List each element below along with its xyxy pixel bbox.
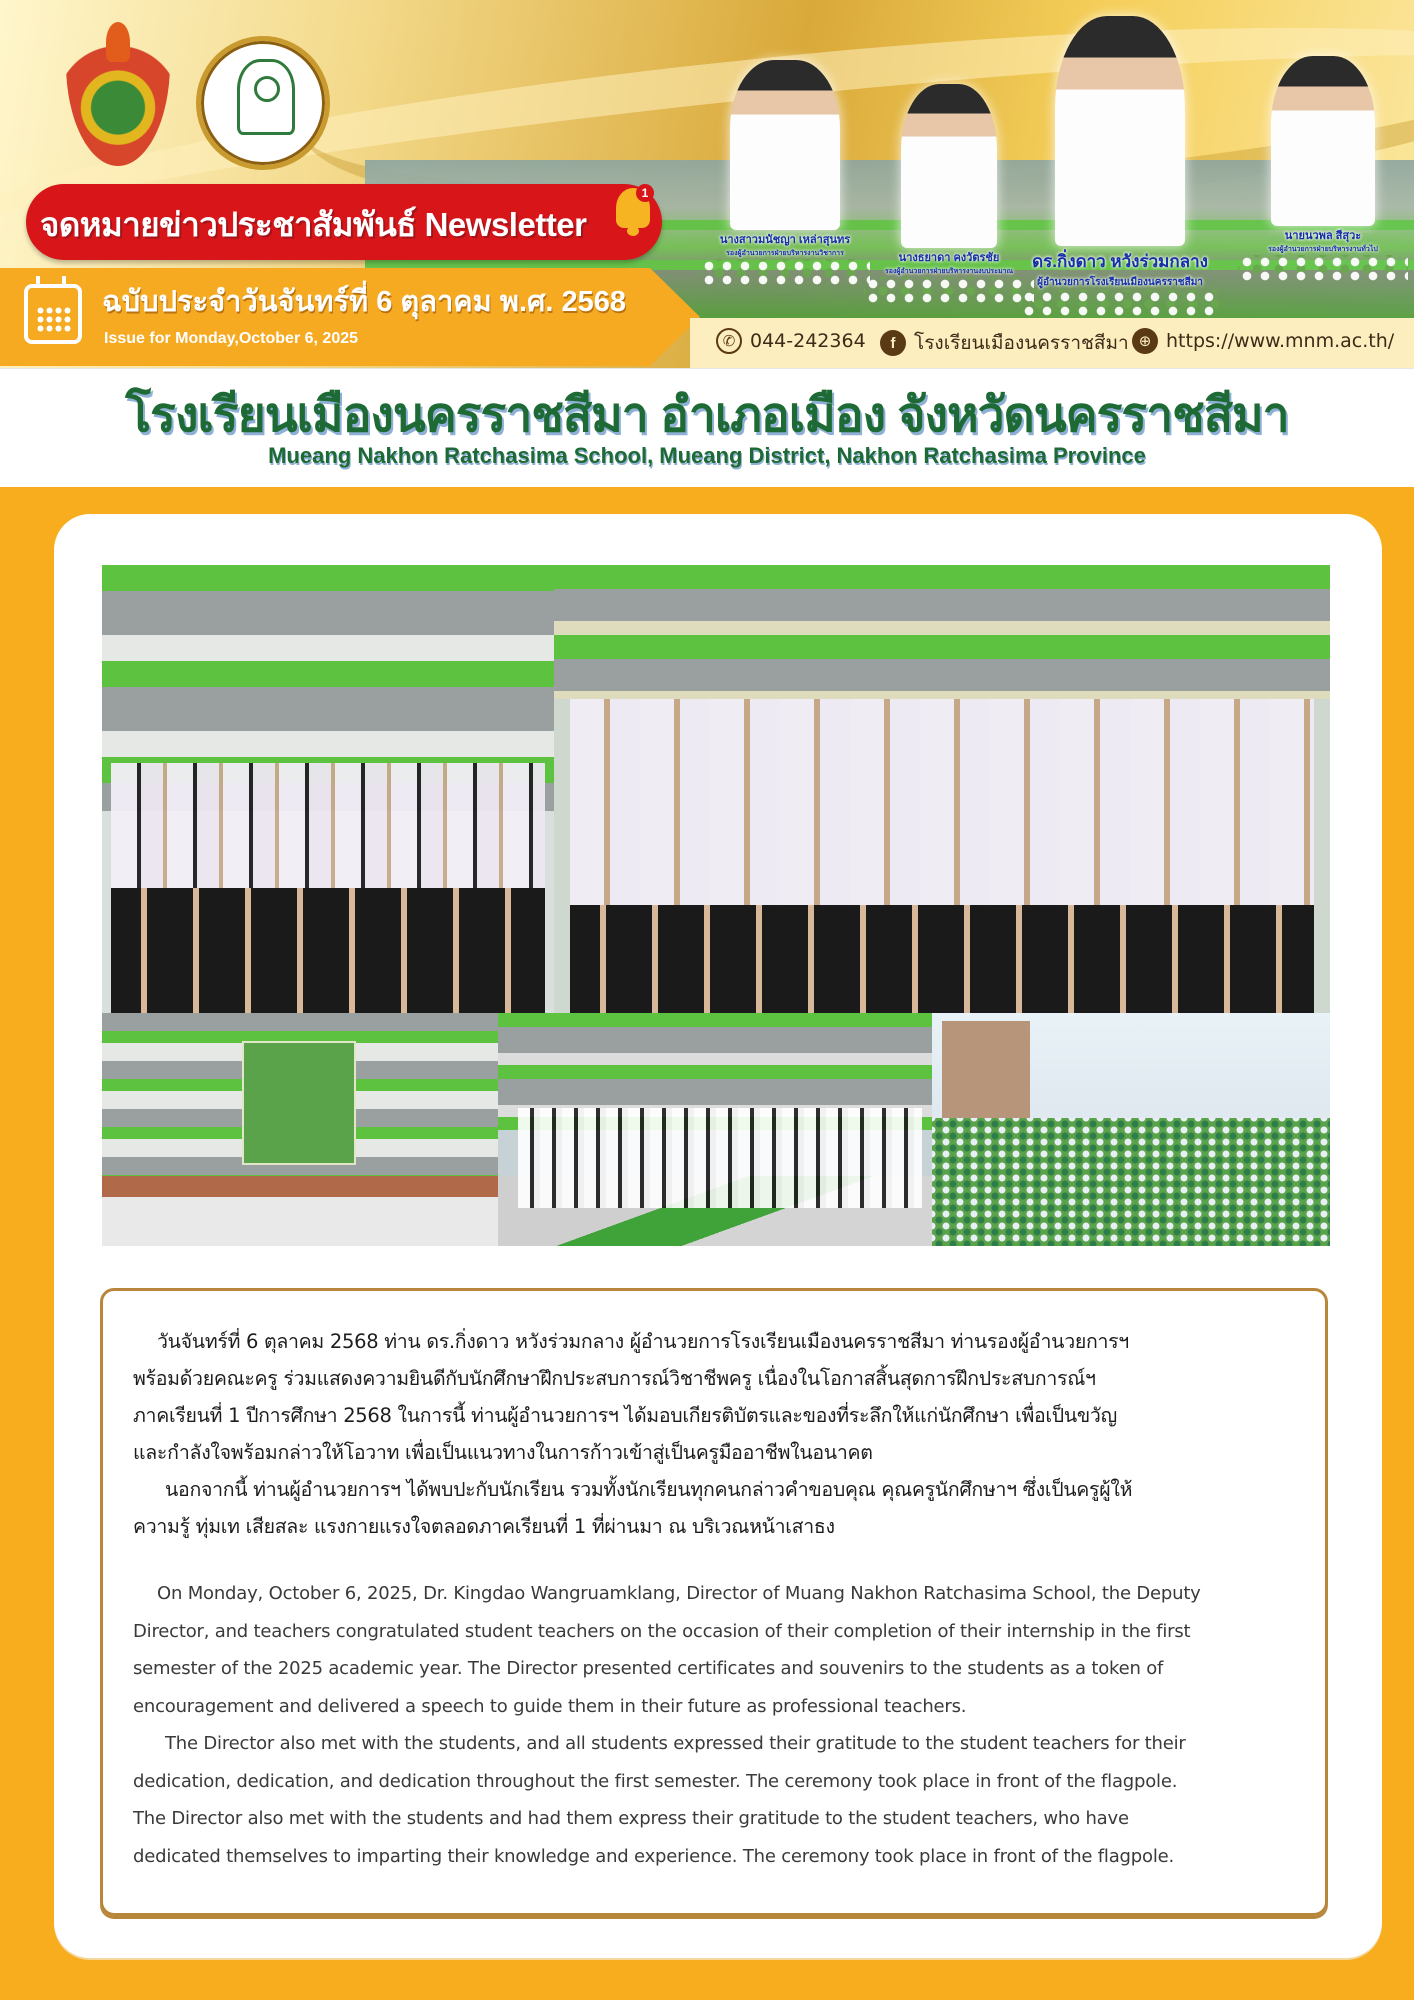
article-thai [133,1323,1301,1545]
article-line: และกำลังใจพร้อมกล่าวให้โอวาท เพื่อเป็นแนวทางในการก้าวเข้าสู่เป็นครูมืออาชีพในอนาคต [133,1441,873,1464]
photo-flagpole-stage[interactable] [102,1013,498,1246]
photo-director-speaking[interactable] [102,565,554,1013]
staff-name: นายนวพล สีสุวะ [1284,230,1362,242]
staff-role: รองผู้อำนวยการฝ่ายบริหารงานวิชาการ [726,250,844,257]
director-role: ผู้อำนวยการโรงเรียนเมืองนครราชสีมา [1037,277,1203,288]
article-line: พร้อมด้วยคณะครู ร่วมแสดงความยินดีกับนักศึกษาฝึกประสบการณ์วิชาชีพครู เนื่องในโอกาสสิ้นสุดการฝึกประสบการณ์ฯ [133,1367,1096,1390]
school-name-band [0,368,1414,487]
article-line: dedication, dedication, and dedication throughout the first semester. The ceremony took place in front of the flagpole. [133,1770,1178,1792]
newsletter-title: จดหมายข่าวประชาสัมพันธ์ Newsletter [40,206,587,243]
article-line: The Director also met with the students, and all students expressed their gratitude to the student teachers for their [165,1733,1186,1754]
portrait-figure [901,84,997,248]
facebook-icon: f [880,330,906,356]
school-name-thai: โรงเรียนเมืองนครราชสีมา อำเภอเมือง จังหวัดนครราชสีมา [125,389,1289,442]
obec-emblem-logo [66,20,170,166]
phone-icon: ✆ [716,328,742,354]
staff-name: นางสาวมนัชญา เหล่าสุนทร [719,234,851,246]
article-line: encouragement and delivered a speech to guide them in their future as professional teachers. [133,1695,967,1717]
staff-portrait [1238,56,1408,281]
article-english [133,1575,1301,1875]
article-line: นอกจากนี้ ท่านผู้อำนวยการฯ ได้พบปะกับนักเรียน รวมทั้งนักเรียนทุกคนกล่าวคำขอบคุณ คุณครูนักศึกษาฯ ซึ่งเป็นครูผู้ให้ [165,1478,1133,1501]
photo-students-seated[interactable] [932,1013,1330,1246]
photo-group-certificates[interactable] [554,565,1330,1013]
staff-role: รองผู้อำนวยการฝ่ายบริหารงานงบประมาณ [884,268,1013,275]
portrait-figure [1055,16,1185,246]
school-name-english: Mueang Nakhon Ratchasima School, Mueang District, Nakhon Ratchasima Province [268,443,1146,468]
photo-teachers-lined-up[interactable] [498,1013,932,1246]
notification-badge: 1 [636,184,654,202]
flower-decoration [1020,290,1220,316]
article-line: On Monday, October 6, 2025, Dr. Kingdao Wangruamklang, Director of Muang Nakhon Ratchasima School, the Deputy [157,1583,1201,1604]
school-emblem-logo [196,36,330,170]
portrait-figure [730,60,840,230]
flower-decoration [864,277,1034,303]
flower-decoration [700,259,870,285]
contact-website[interactable] [1132,328,1394,354]
phone-number: 044-242364 [750,330,866,352]
bell-icon [606,178,660,242]
contact-facebook[interactable] [880,328,1129,358]
staff-portrait [700,60,870,285]
globe-icon: ⊕ [1132,328,1158,354]
facebook-page-name: โรงเรียนเมืองนครราชสีมา [914,332,1129,354]
newsletter-header [0,0,1414,368]
article-line: ความรู้ ทุ่มเท เสียสละ แรงกายแรงใจตลอดภาคเรียนที่ 1 ที่ผ่านมา ณ บริเวณหน้าเสาธง [133,1515,835,1538]
calendar-icon [24,284,82,344]
article-line: Director, and teachers congratulated student teachers on the occasion of their completion of their internship in the first [133,1620,1191,1642]
staff-portrait [864,84,1034,303]
contact-phone[interactable] [716,328,866,354]
issue-date-thai: ฉบับประจำวันจันทร์ที่ 6 ตุลาคม พ.ศ. 2568 [102,286,627,318]
article-line: The Director also met with the students and had them express their gratitude to the student teachers, who have [133,1808,1129,1829]
article-line: วันจันทร์ที่ 6 ตุลาคม 2568 ท่าน ดร.กิ่งดาว หวังร่วมกลาง ผู้อำนวยการโรงเรียนเมืองนครราชสีมา ท่านรองผู้อำนวยการฯ [157,1330,1129,1353]
director-name: ดร.กิ่งดาว หวังร่วมกลาง [1032,252,1208,271]
flower-decoration [1238,255,1408,281]
article-line: dedicated themselves to imparting their knowledge and experience. The ceremony took place in front of the flagpole. [133,1845,1175,1867]
photo-collage [102,565,1330,1246]
article-line: semester of the 2025 academic year. The Director presented certificates and souvenirs to the students as a token of [133,1658,1164,1679]
staff-portrait-director [1020,16,1220,316]
article-line: ภาคเรียนที่ 1 ปีการศึกษา 2568 ในการนี้ ท่านผู้อำนวยการฯ ได้มอบเกียรติบัตรและของที่ระลึกให้แก่นักศึกษา เพื่อเป็นขวัญ [133,1404,1117,1427]
dharma-wheel-icon [237,59,295,135]
article-text-box [100,1288,1328,1916]
website-url: https://www.mnm.ac.th/ [1166,330,1395,352]
portrait-figure [1271,56,1375,226]
newsletter-title-banner [26,184,662,260]
issue-date-english: Issue for Monday,October 6, 2025 [104,330,359,347]
staff-name: นางธยาดา คงวัตรชัย [898,252,1000,264]
staff-role: รองผู้อำนวยการฝ่ายบริหารงานทั่วไป [1268,246,1378,253]
contact-bar [690,318,1414,368]
